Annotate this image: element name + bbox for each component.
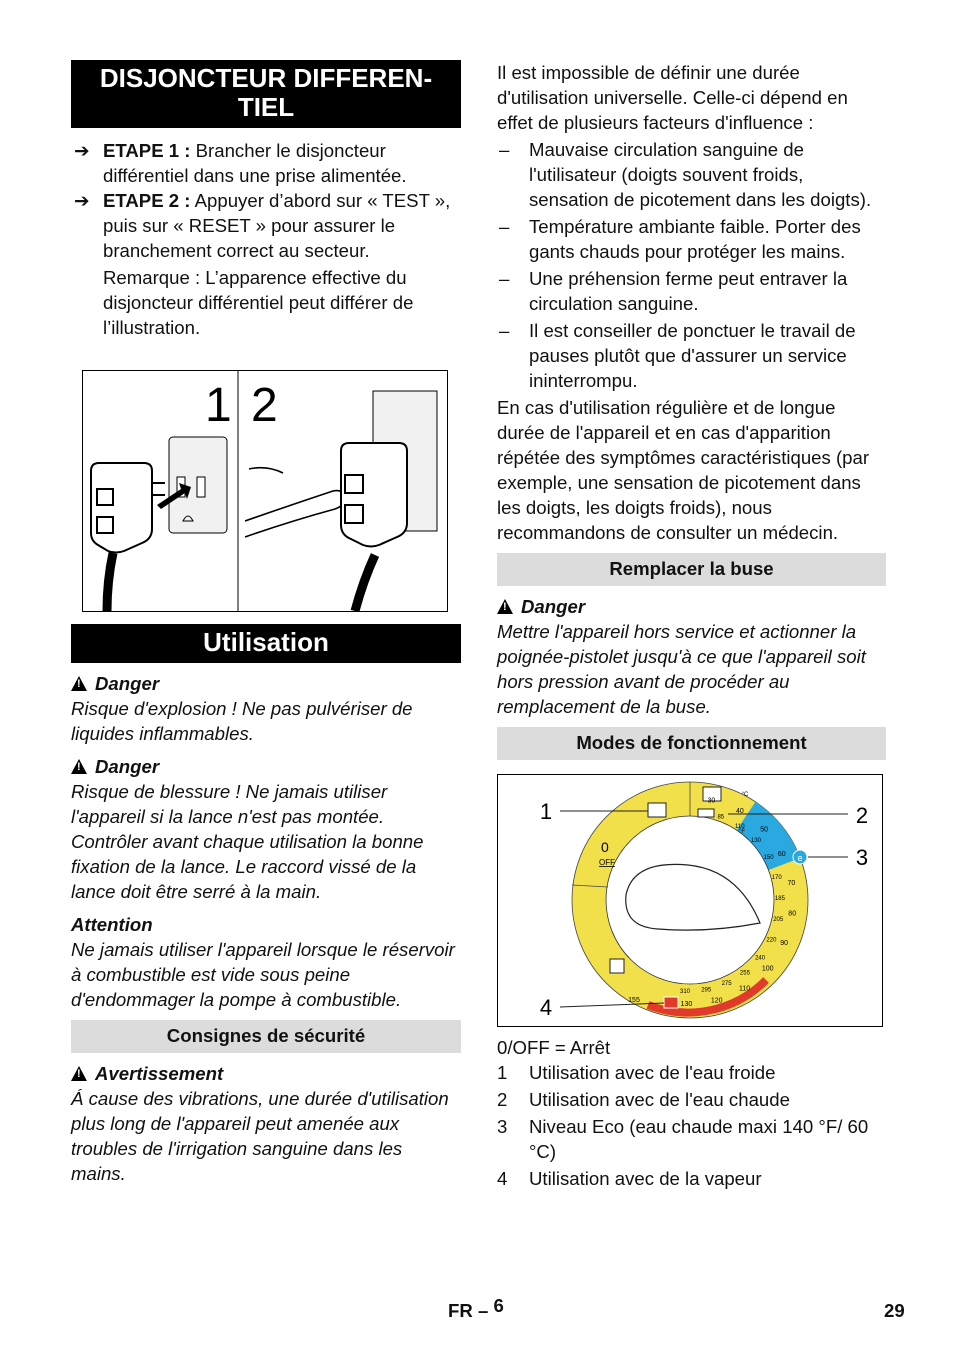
list-item: – Température ambiante faible. Porter des gants chauds pour protéger les mains. — [499, 216, 861, 262]
dial-celsius-tick: 100 — [761, 965, 774, 973]
dial-fahrenheit-tick: 110 — [735, 824, 745, 830]
dial-celsius-tick: 50 — [760, 826, 768, 834]
danger-3-text: Mettre l'appareil hors service et actionner la poignée-pistolet jusqu'à ce que l'appareil soit hors pression avant de procéder au remplacement de la buse. — [497, 621, 866, 717]
warning-triangle-icon — [71, 1066, 87, 1081]
dial-fahrenheit-tick: 220 — [766, 937, 777, 944]
warning-triangle-icon — [497, 599, 513, 614]
off-line: 0/OFF = Arrêt — [497, 1037, 611, 1058]
heading-consignes: Consignes de sécurité — [71, 1020, 461, 1053]
heading-modes: Modes de fonctionnement — [497, 727, 886, 760]
mode-dial — [498, 775, 882, 1026]
eco-icon: e — [797, 853, 803, 863]
callout-2: 2 — [855, 803, 869, 828]
dial-fahrenheit-tick: 205 — [773, 917, 784, 924]
dial-celsius-tick: 120 — [710, 997, 723, 1005]
danger-2-title: !Danger — [71, 754, 461, 779]
callout-4: 4 — [539, 995, 553, 1020]
attention-text: Ne jamais utiliser l'appareil lorsque le réservoir à combustible est vide sous peine d'endommager la pompe à combustible. — [71, 939, 455, 1010]
list-item: 3 Niveau Eco (eau chaude maxi 140 °F/ 60 °C) — [497, 1116, 869, 1162]
warning-triangle-icon — [71, 759, 87, 774]
mode-dial-figure — [497, 774, 883, 1027]
dial-celsius-tick: 60 — [777, 851, 786, 859]
modes-list — [497, 1060, 886, 1191]
dial-extra-tick: 155 — [628, 997, 640, 1004]
danger-2-text: Risque de blessure ! Ne jamais utiliser l'appareil si la lance n'est pas montée. Contrôler avant chaque utilisation la bonne fixation de la lance. Le raccord vissé de la lance doit être serré à la main. — [71, 781, 424, 902]
step-2 — [71, 188, 461, 263]
advice-text: En cas d'utilisation régulière et de longue durée de l'appareil et en cas d'apparition répétée des symptômes caractéristiques (par exemple, une sensation de picotement dans les doigts, les doigts froids), nous recommandons de consulter un médecin. — [497, 397, 870, 543]
breaker-drawing — [83, 371, 447, 611]
warning-title: !Avertissement — [71, 1061, 461, 1086]
steps — [71, 138, 461, 340]
hot-water-mode-icon — [698, 809, 714, 817]
dial-celsius-tick: 130 — [680, 1000, 693, 1008]
dial-fahrenheit-tick: 240 — [755, 955, 766, 962]
figure-label-1: 1 — [205, 379, 232, 432]
heading-utilisation: Utilisation — [71, 624, 461, 663]
heading-disjoncteur: DISJONCTEUR DIFFEREN-TIEL — [71, 60, 461, 128]
heading-remplacer-buse: Remplacer la buse — [497, 553, 886, 586]
intro-text: Il est impossible de définir une durée d'utilisation universelle. Celle-ci dépend en effet de plusieurs facteurs d'influence : — [497, 62, 848, 133]
list-item: 1 Utilisation avec de l'eau froide — [497, 1062, 776, 1083]
arrow-right-icon: ➔ — [74, 190, 90, 211]
attention-title: Attention — [71, 914, 153, 935]
dial-celsius-tick: 70 — [787, 880, 796, 888]
dial-celsius-tick: 90 — [780, 939, 788, 947]
dial-fahrenheit-tick: 170 — [771, 874, 782, 881]
step-1 — [71, 138, 461, 188]
dial-celsius-tick: 40 — [736, 807, 744, 815]
callout-1: 1 — [539, 799, 553, 824]
dial-celsius-tick: 110 — [739, 985, 751, 993]
breaker-illustration — [82, 370, 448, 612]
steam-icon — [664, 997, 678, 1008]
list-item: – Mauvaise circulation sanguine de l'utilisateur (doigts souvent froids, sensation de picotement dans les doigts). — [499, 139, 872, 210]
dial-fahrenheit-tick: 255 — [739, 970, 750, 977]
left-column — [71, 60, 461, 1186]
callout-3: 3 — [855, 845, 869, 870]
step-2-text: Appuyer d’abord sur « TEST », puis sur « RESET » pour assurer le branchement correct au secteur. — [103, 190, 451, 261]
info-icon — [610, 959, 624, 973]
warning-text: Á cause des vibrations, une durée d'utilisation plus long de l'appareil peut amenée aux troubles de l'irrigation sanguine dans les mains. — [71, 1088, 449, 1184]
dial-off: OFF — [599, 858, 615, 867]
factor-list — [497, 137, 886, 393]
dial-fahrenheit-tick: 275 — [721, 981, 732, 988]
dial-celsius-tick: 30 — [707, 797, 716, 805]
dial-fahrenheit-tick: 185 — [774, 895, 785, 902]
dial-fahrenheit-tick: 85 — [717, 814, 725, 821]
remark: Remarque : L’apparence effective du disjoncteur différentiel peut différer de l’illustration. — [103, 267, 414, 338]
cold-water-icon — [648, 803, 666, 817]
list-item: – Il est conseiller de ponctuer le travail de pauses plutôt que d'assurer un service ininterrompu. — [499, 320, 856, 391]
step-1-text: Brancher le disjoncteur différentiel dans une prise alimentée. — [103, 140, 407, 186]
dial-unit-c: °C — [741, 792, 749, 798]
dial-fahrenheit-tick: 150 — [763, 855, 774, 862]
dial-celsius-tick: 80 — [788, 910, 797, 918]
footer-language: FR – 6 — [448, 1295, 504, 1321]
step-2-label: ETAPE 2 : — [103, 190, 191, 211]
warning-triangle-icon — [71, 676, 87, 691]
dial-fahrenheit-tick: 310 — [679, 988, 691, 995]
list-item: – Une préhension ferme peut entraver la circulation sanguine. — [499, 268, 848, 314]
footer-page-number: 29 — [884, 1300, 905, 1321]
dial-unit-f: °F — [738, 829, 746, 835]
danger-1-text: Risque d'explosion ! Ne pas pulvériser de liquides inflammables. — [71, 698, 413, 744]
list-item: 4 Utilisation avec de la vapeur — [497, 1168, 762, 1189]
list-item: 2 Utilisation avec de l'eau chaude — [497, 1089, 790, 1110]
dial-fahrenheit-tick: 130 — [750, 837, 762, 844]
danger-3-title: !Danger — [497, 594, 886, 619]
dial-fahrenheit-tick: 295 — [701, 987, 712, 994]
dial-zero: 0 — [601, 839, 609, 855]
danger-1-title: !Danger — [71, 671, 461, 696]
step-1-label: ETAPE 1 : — [103, 140, 191, 161]
arrow-right-icon: ➔ — [74, 140, 90, 161]
right-column — [497, 60, 886, 1191]
figure-label-2: 2 — [251, 379, 278, 432]
